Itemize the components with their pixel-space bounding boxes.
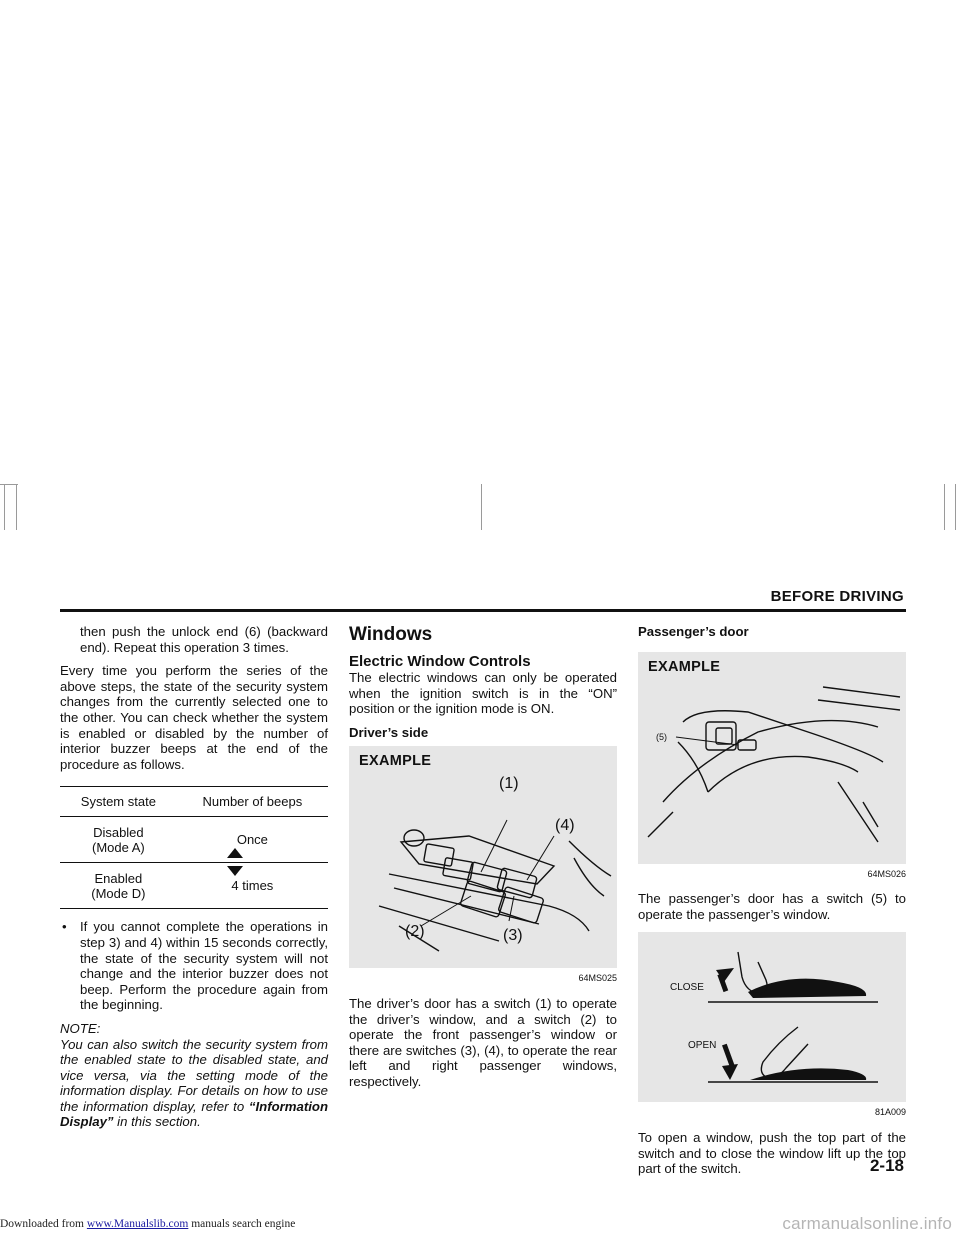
column-3	[638, 624, 906, 1185]
toggle-arrow-icon	[227, 848, 243, 876]
beeps-value: 4 times	[231, 878, 274, 894]
callout-2: (2)	[405, 923, 425, 941]
bullet-text: If you cannot complete the operations in step 3) and 4) within 15 seconds correctly, the state of the security system will not change and the interior buzzer does not beep. Perform the procedure again from the beginning.	[80, 919, 328, 1013]
note-text: You can also switch the security system from the enabled state to the disabled state, and vice versa, via the setting mode of the information display. For details on how to use the information display, refer to	[60, 1036, 328, 1114]
manualslib-link[interactable]: www.Manualslib.com	[86, 1218, 189, 1230]
crop-mark	[955, 484, 956, 530]
note-tail: in this section.	[113, 1114, 201, 1130]
table-header-cell: Number of beeps	[177, 787, 328, 817]
figure-label: EXAMPLE	[648, 658, 721, 675]
table-cell-beeps: Once	[177, 817, 328, 863]
window-operation-description: To open a window, push the top part of the switch and to close the window lift up the top part of the switch.	[638, 1129, 906, 1177]
crop-mark	[16, 484, 17, 530]
callout-3: (3)	[503, 927, 523, 945]
intro-paragraph: The electric windows can only be operated when the ignition switch is in the “ON” position or the ignition mode is ON.	[349, 670, 617, 717]
switch-operation-illustration	[638, 932, 906, 1102]
driver-switch-illustration	[349, 746, 617, 968]
note-reference: “Information Display”	[60, 1098, 328, 1130]
table-row	[60, 817, 328, 863]
download-footer	[0, 1218, 295, 1230]
crop-mark	[944, 484, 945, 530]
footer-prefix: Downloaded from	[0, 1218, 87, 1230]
table-header-row	[60, 787, 328, 817]
table-header-cell: System state	[60, 787, 177, 817]
state-line: Enabled	[94, 870, 143, 886]
watermark: carmanualsonline.info	[782, 1214, 952, 1233]
header-rule	[60, 609, 906, 612]
passenger-door-heading: Passenger’s door	[638, 624, 749, 639]
note	[60, 1021, 328, 1130]
column-1	[60, 624, 328, 1130]
callout-4: (4)	[555, 817, 575, 835]
driver-side-heading: Driver’s side	[349, 724, 429, 740]
figure-label: EXAMPLE	[359, 753, 432, 770]
note-label: NOTE:	[60, 1020, 101, 1036]
passenger-switch-illustration	[638, 652, 906, 864]
window-switch-operation-figure	[638, 932, 906, 1102]
subsection-title: Electric Window Controls	[349, 653, 531, 670]
open-label: OPEN	[688, 1040, 717, 1052]
bullet-item	[60, 919, 328, 1013]
table-cell-state	[60, 817, 177, 863]
close-label: CLOSE	[670, 982, 704, 994]
section-title: Windows	[349, 624, 433, 645]
driver-switch-description: The driver’s door has a switch (1) to operate the driver’s window, and a switch (2) to operate the front passenger’s window or there are switches (3), (4), to operate the rear left and right passenger windows, respectively.	[349, 995, 617, 1089]
section-header: BEFORE DRIVING	[770, 588, 904, 605]
state-line: (Mode D)	[91, 885, 146, 901]
crop-mark	[481, 484, 482, 530]
column-2	[349, 624, 617, 1098]
table-cell-state	[60, 863, 177, 909]
table-cell-beeps	[177, 863, 328, 909]
passenger-switch-figure	[638, 652, 906, 864]
page-number: 2-18	[869, 1156, 904, 1175]
step-continuation: then push the unlock end (6) (backward end). Repeat this operation 3 times.	[80, 624, 328, 655]
state-line: (Mode A)	[91, 839, 145, 855]
figure-code: 64MS026	[867, 868, 906, 879]
table-row	[60, 863, 328, 909]
figure-code: 64MS025	[578, 973, 617, 984]
crop-mark	[4, 484, 5, 530]
figure-code: 81A009	[874, 1107, 906, 1118]
passenger-switch-description: The passenger’s door has a switch (5) to operate the passenger’s window.	[638, 891, 906, 922]
callout-1: (1)	[499, 775, 519, 793]
callout-5: (5)	[656, 731, 667, 742]
paragraph-security-state: Every time you perform the series of the above steps, the state of the security system changes from the currently selected one to the other. You can check whether the system is enabled or disabled by the number of interior buzzer beeps at the end of the procedure as follows.	[60, 663, 328, 772]
bullet-mark: •	[62, 919, 67, 935]
beeps-table	[60, 786, 328, 909]
footer-suffix: manuals search engine	[188, 1218, 296, 1230]
state-line: Disabled	[93, 824, 144, 840]
driver-switch-figure	[349, 746, 617, 968]
